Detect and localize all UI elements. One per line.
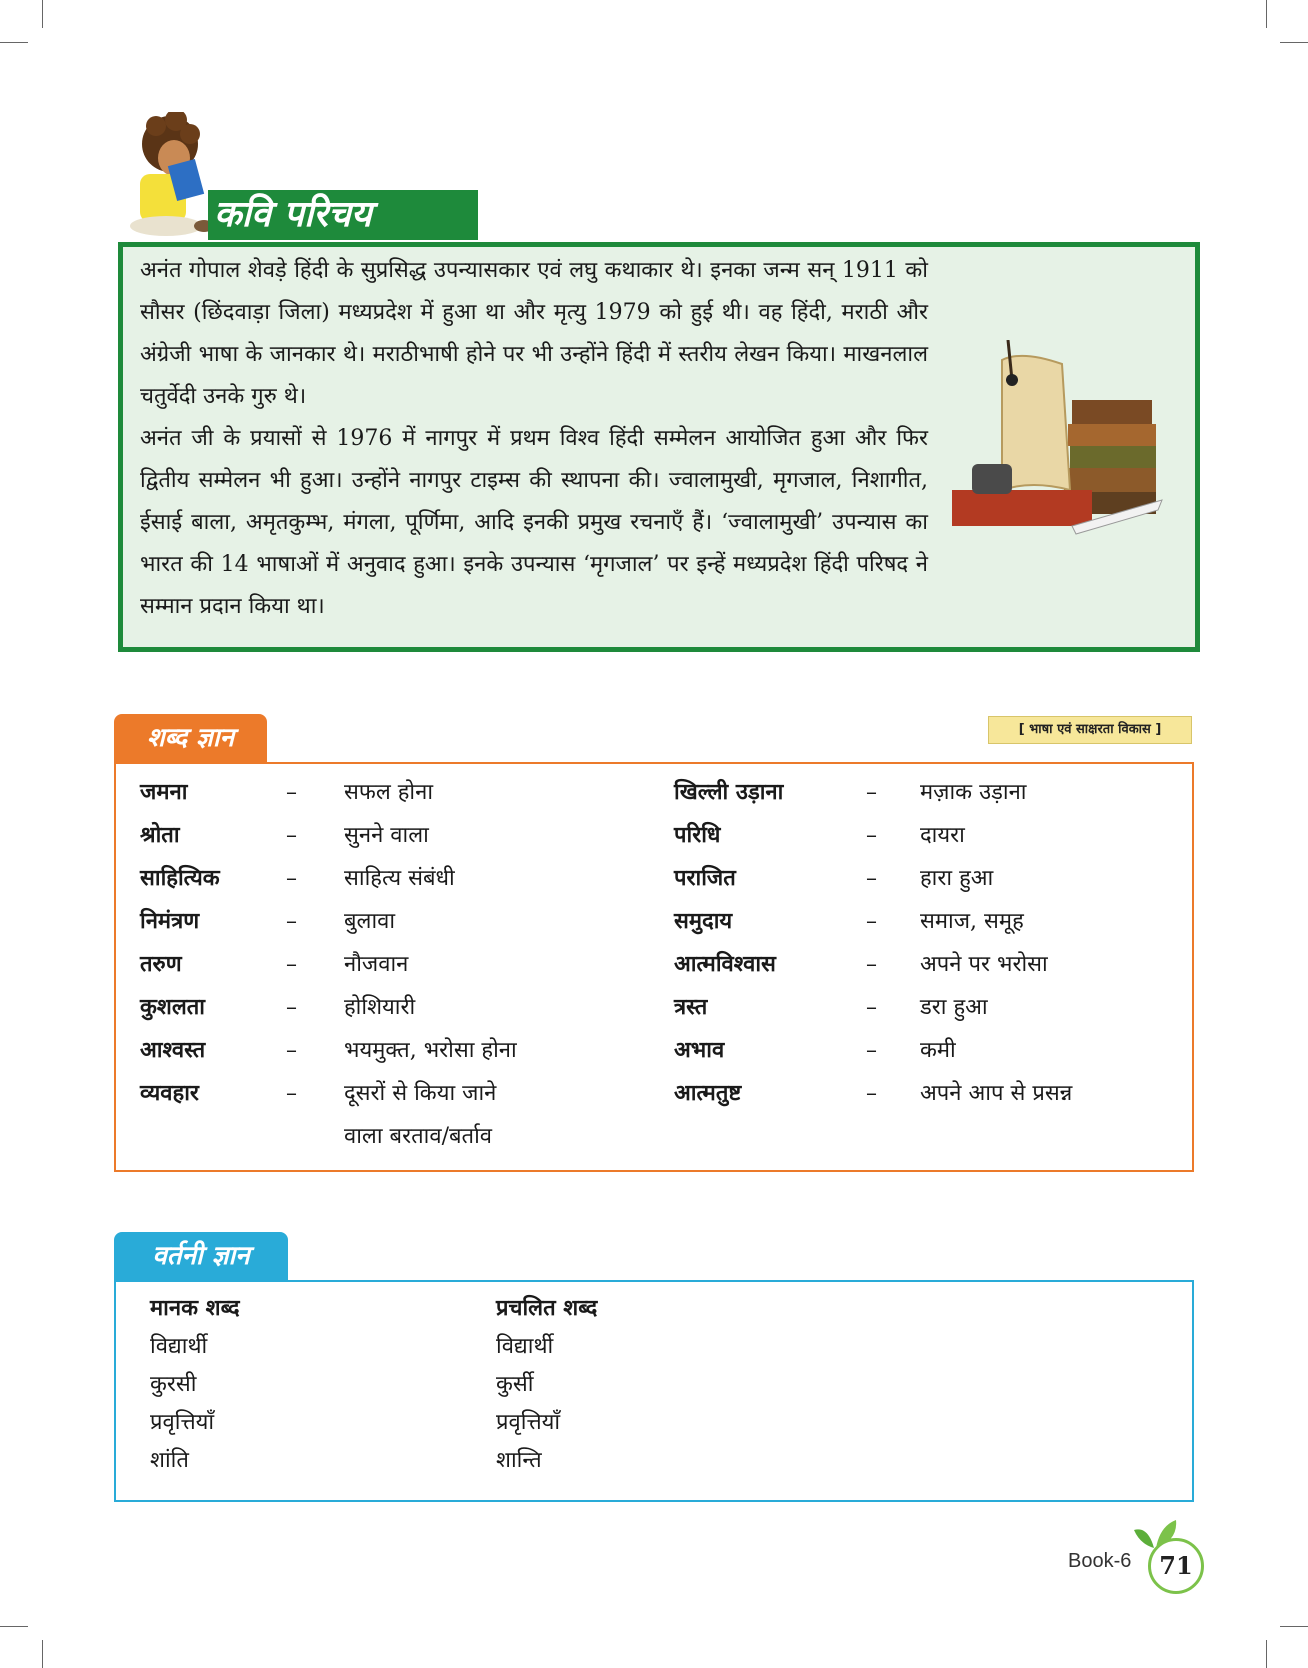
crop-mark — [0, 1626, 28, 1627]
word-dash: – — [286, 909, 297, 934]
skill-tag: [ भाषा एवं साक्षरता विकास ] — [988, 716, 1192, 744]
word-dash: – — [866, 1081, 877, 1106]
word-meaning: मज़ाक उड़ाना — [920, 780, 1027, 805]
word-dash: – — [286, 1038, 297, 1063]
list-item: कुरसी — [150, 1372, 197, 1397]
books-scroll-illustration — [952, 340, 1172, 560]
word-meaning: साहित्य संबंधी — [344, 866, 455, 891]
word-dash: – — [866, 823, 877, 848]
word-dash: – — [286, 780, 297, 805]
word-meaning: कमी — [920, 1038, 956, 1063]
word-term: आश्वस्त — [140, 1038, 206, 1063]
word-term: समुदाय — [674, 909, 733, 934]
word-meaning: समाज, समूह — [920, 909, 1024, 934]
word-meaning: सफल होना — [344, 780, 434, 805]
word-term: जमना — [140, 780, 188, 805]
word-term: परिधि — [674, 823, 721, 848]
list-item: विद्यार्थी — [496, 1334, 554, 1359]
word-term: पराजित — [674, 866, 736, 891]
column-heading: मानक शब्द — [150, 1296, 240, 1321]
kavi-parichay-title: कवि परिचय — [208, 190, 478, 240]
vartani-gyan-title: वर्तनी ज्ञान — [114, 1232, 288, 1280]
column-heading: प्रचलित शब्द — [496, 1296, 598, 1321]
word-meaning: बुलावा — [344, 909, 396, 934]
list-item: प्रवृत्तियाँ — [150, 1410, 215, 1435]
word-term: त्रस्त — [674, 995, 708, 1020]
word-meaning: सुनने वाला — [344, 823, 429, 848]
word-meaning: अपने पर भरोसा — [920, 952, 1048, 977]
word-meaning: दायरा — [920, 823, 965, 848]
word-dash: – — [286, 952, 297, 977]
word-dash: – — [866, 995, 877, 1020]
book-label: Book-6 — [1068, 1550, 1132, 1572]
word-dash: – — [866, 909, 877, 934]
crop-mark — [0, 42, 28, 43]
kavi-parichay-paragraph: अनंत जी के प्रयासों से 1976 में नागपुर में प्रथम विश्व हिंदी सम्मेलन आयोजित हुआ और फिर द्वितीय सम्मेलन भी हुआ। उन्होंने नागपुर टाइम्स की स्थापना की। ज्वालामुखी, मृगजाल, निशागीत, ईसाई बाला, अमृतकुम्भ, मंगला, पूर्णिमा, आदि इनकी प्रमुख रचनाएँ हैं। ‘ज्वालामुखी’ उपन्यास का भारत की 14 भाषाओं में अनुवाद हुआ। इनके उपन्यास ‘मृगजाल’ पर इन्हें मध्यप्रदेश हिंदी परिषद ने सम्मान प्रदान किया था। — [140, 426, 928, 619]
crop-mark — [42, 1640, 43, 1668]
word-meaning: नौजवान — [344, 952, 409, 977]
list-item: शांति — [150, 1448, 189, 1473]
word-meaning: डरा हुआ — [920, 995, 988, 1020]
common-words-column — [496, 1290, 597, 1480]
word-meaning: होशियारी — [344, 995, 416, 1020]
word-term: आत्मविश्वास — [674, 952, 776, 977]
crop-mark — [1280, 42, 1308, 43]
vartani-gyan-box — [114, 1280, 1194, 1502]
list-item: कुर्सी — [496, 1372, 534, 1397]
shabd-gyan-title: शब्द ज्ञान — [114, 714, 267, 762]
word-dash: – — [286, 823, 297, 848]
word-term: व्यवहार — [140, 1081, 199, 1106]
crop-mark — [1280, 1626, 1308, 1627]
word-term: आत्मतुष्ट — [674, 1081, 742, 1106]
crop-mark — [42, 0, 43, 28]
word-dash: – — [286, 995, 297, 1020]
word-dash: – — [286, 1081, 297, 1106]
kavi-parichay-text — [140, 250, 928, 628]
list-item: शान्ति — [496, 1448, 542, 1473]
word-dash: – — [866, 866, 877, 891]
word-meaning-continued: वाला बरताव/बर्ताव — [344, 1124, 493, 1149]
page-number: 71 — [1148, 1538, 1204, 1594]
word-term: साहित्यिक — [140, 866, 220, 891]
word-dash: – — [866, 1038, 877, 1063]
word-dash: – — [866, 952, 877, 977]
crop-mark — [1266, 0, 1267, 28]
word-meaning: हारा हुआ — [920, 866, 994, 891]
crop-mark — [1266, 1640, 1267, 1668]
word-meaning: दूसरों से किया जाने — [344, 1081, 497, 1106]
kavi-parichay-paragraph: अनंत गोपाल शेवड़े हिंदी के सुप्रसिद्ध उपन्यासकार एवं लघु कथाकार थे। इनका जन्म सन् 1911 को सौसर (छिंदवाड़ा जिला) मध्यप्रदेश में हुआ था और मृत्यु 1979 को हुई थी। वह हिंदी, मराठी और अंग्रेजी भाषा के जानकार थे। मराठीभाषी होने पर भी उन्होंने हिंदी में स्तरीय लेखन किया। माखनलाल चतुर्वेदी उनके गुरु थे। — [140, 258, 928, 409]
word-meaning: अपने आप से प्रसन्न — [920, 1081, 1073, 1106]
word-term: श्रोता — [140, 823, 180, 848]
word-term: खिल्ली उड़ाना — [674, 780, 784, 805]
word-term: कुशलता — [140, 995, 206, 1020]
word-term: तरुण — [140, 952, 182, 977]
word-term: निमंत्रण — [140, 909, 200, 934]
list-item: प्रवृत्तियाँ — [496, 1410, 561, 1435]
standard-words-column — [150, 1290, 240, 1480]
word-dash: – — [286, 866, 297, 891]
word-dash: – — [866, 780, 877, 805]
list-item: विद्यार्थी — [150, 1334, 208, 1359]
word-term: अभाव — [674, 1038, 725, 1063]
word-meaning: भयमुक्त, भरोसा होना — [344, 1038, 517, 1063]
